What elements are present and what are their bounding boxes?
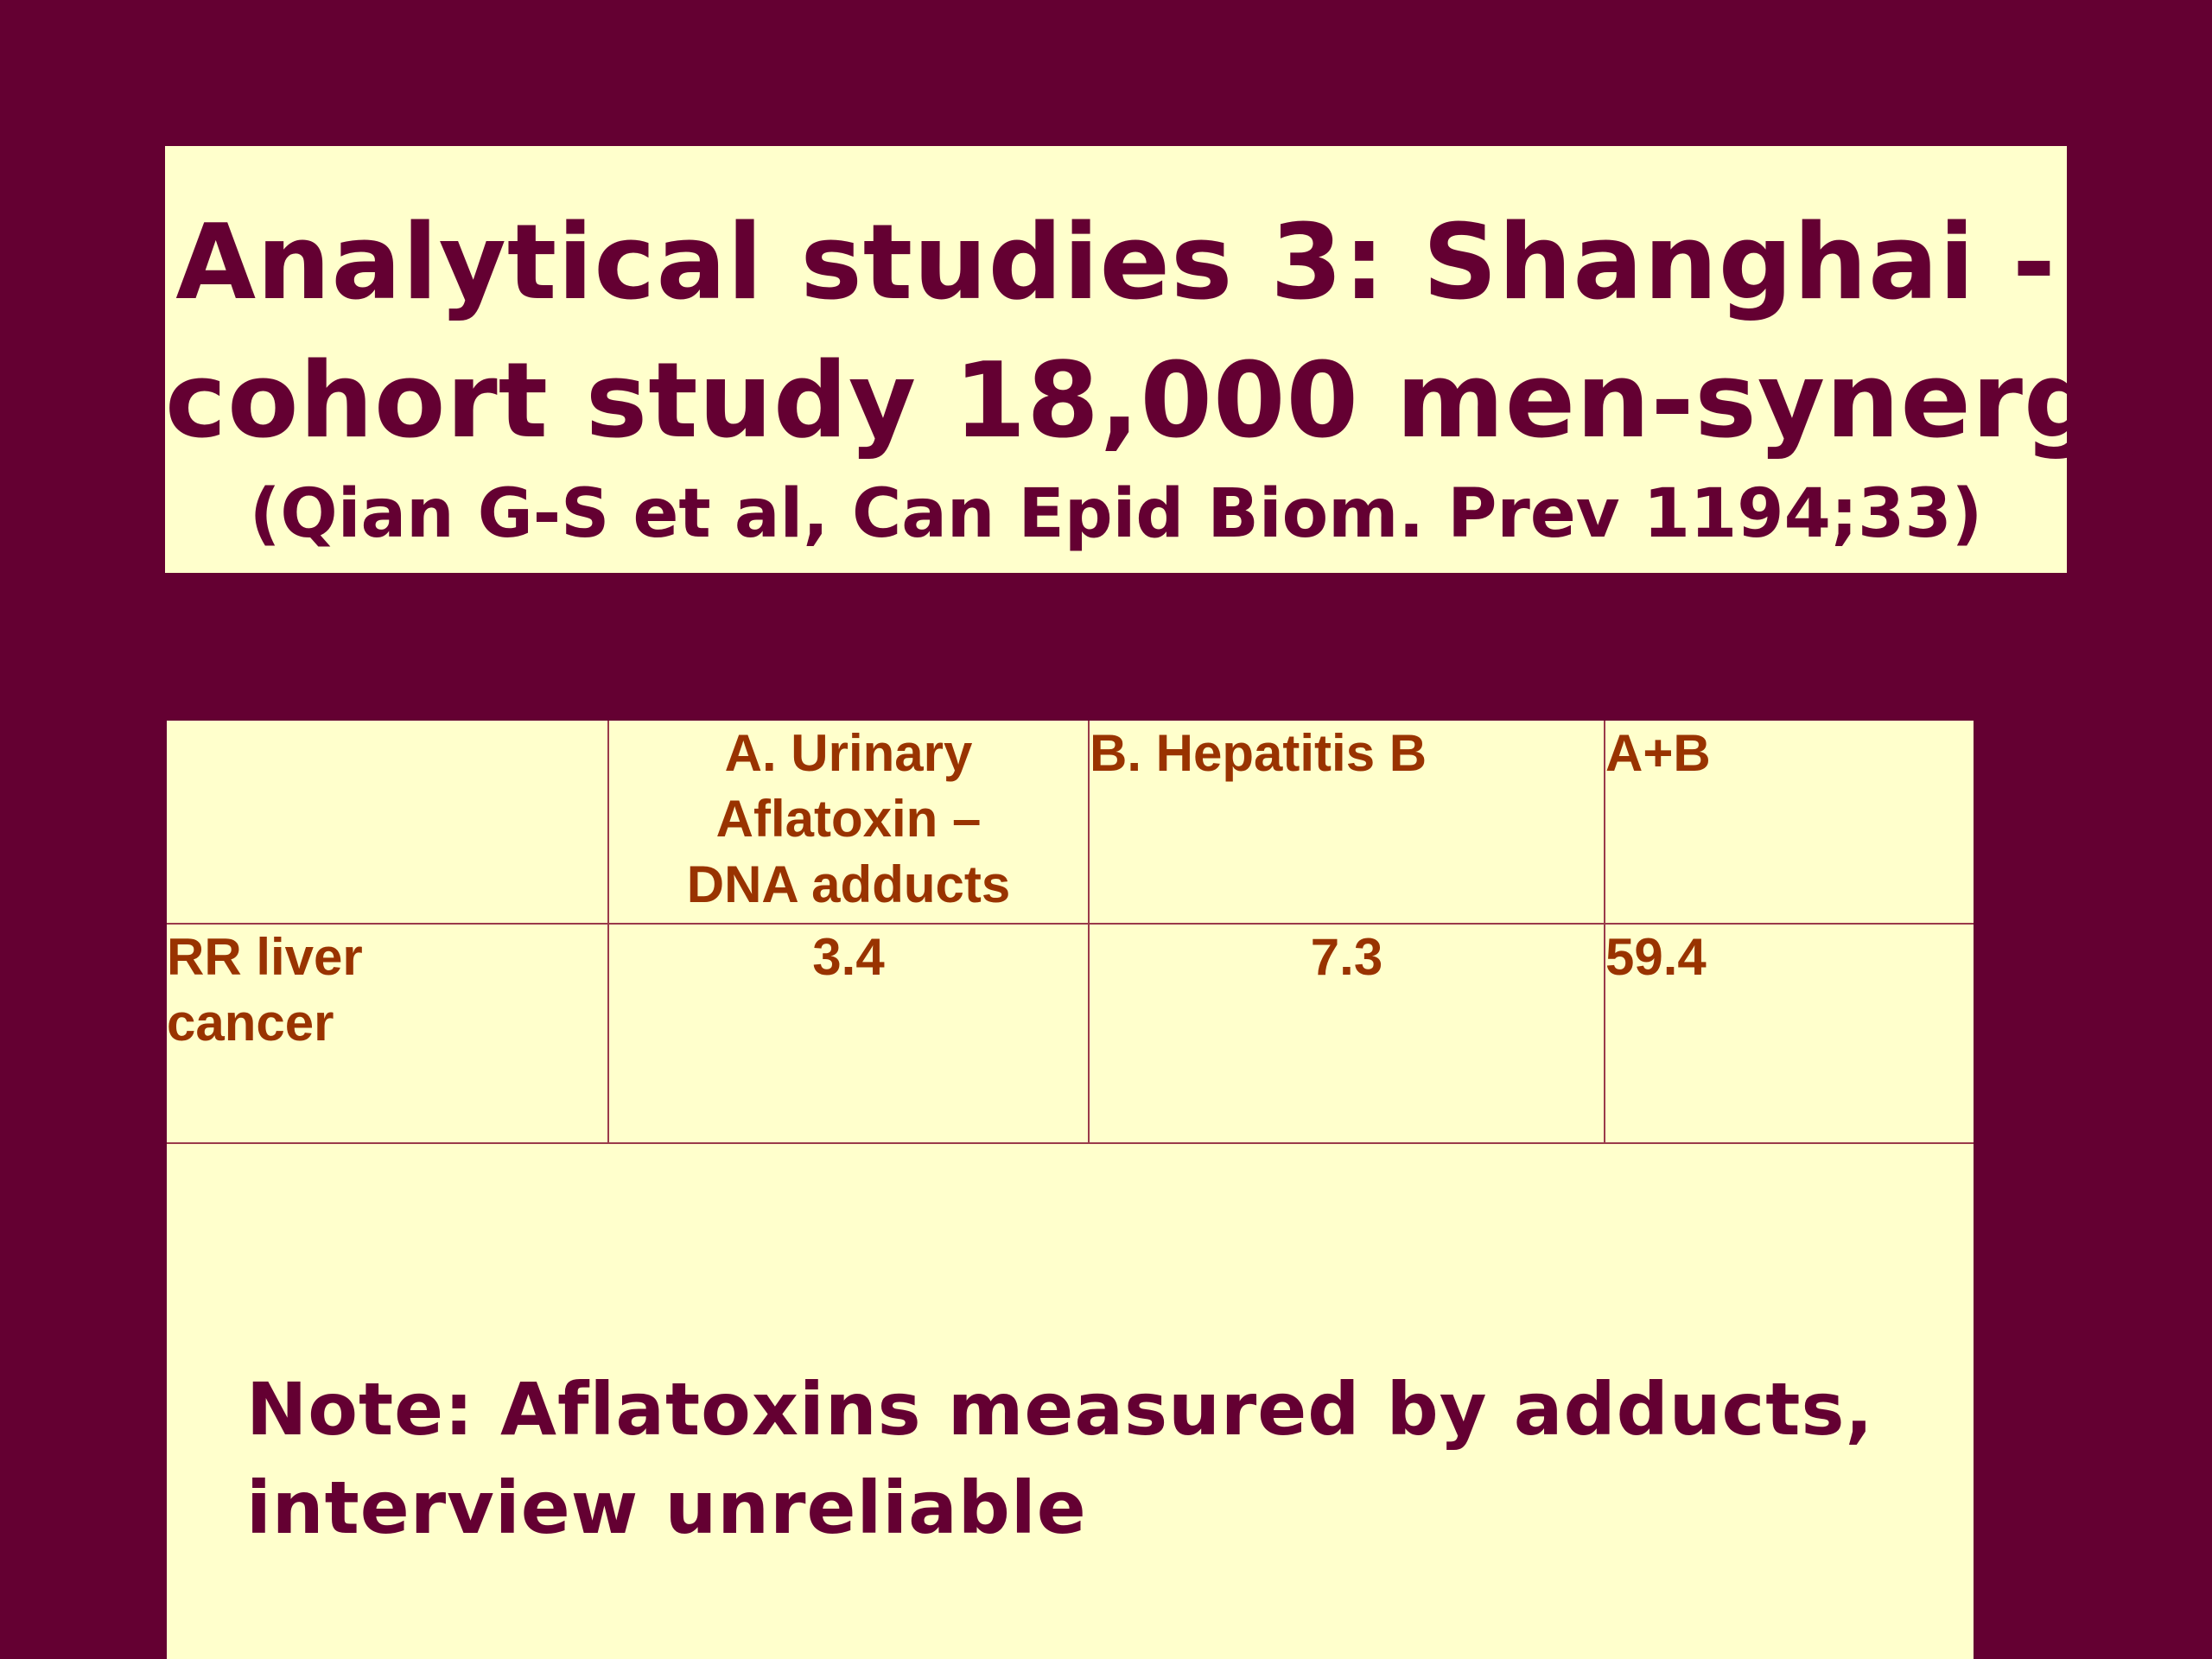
title-panel — [165, 146, 2168, 573]
header-aflatoxin-line-2: Aflatoxin – — [715, 790, 982, 848]
content-panel — [167, 721, 1974, 1659]
header-cell-aflatoxin — [608, 721, 1089, 924]
value-cell-combined: 59.4 — [1605, 924, 1974, 1143]
header-combined-label: A+B — [1605, 724, 1711, 782]
value-cell-aflatoxin: 3.4 — [608, 924, 1089, 1143]
value-cell-hepatitis: 7.3 — [1089, 924, 1605, 1143]
note-line-1: Note: Aflatoxins measured by adducts, — [246, 1367, 1874, 1452]
slide-title-line-2: cohort study 18,000 men-synergy — [165, 341, 2168, 461]
header-cell-hepatitis — [1089, 721, 1605, 924]
header-cell-empty — [167, 721, 608, 924]
row-label-line-1: RR liver — [167, 928, 363, 986]
header-aflatoxin-line-1: A. Urinary — [724, 724, 973, 782]
row-label-cell — [167, 924, 608, 1143]
note-line-2: interview unreliable — [246, 1465, 1087, 1550]
note-text — [246, 1360, 1873, 1557]
slide-title-citation: (Qian G-S et al, Can Epid Biom. Prev 1194;33) — [249, 475, 1983, 553]
slide-title-line-1: Analytical studies 3: Shanghai - — [175, 203, 2056, 323]
header-aflatoxin-line-3: DNA adducts — [686, 855, 1011, 913]
row-label-line-2: cancer — [167, 994, 334, 1052]
header-cell-combined — [1605, 721, 1974, 924]
header-hepatitis-label: B. Hepatitis B — [1090, 724, 1427, 782]
table-header-row — [167, 721, 1974, 924]
table-row — [167, 924, 1974, 1143]
results-table — [167, 721, 1974, 1144]
